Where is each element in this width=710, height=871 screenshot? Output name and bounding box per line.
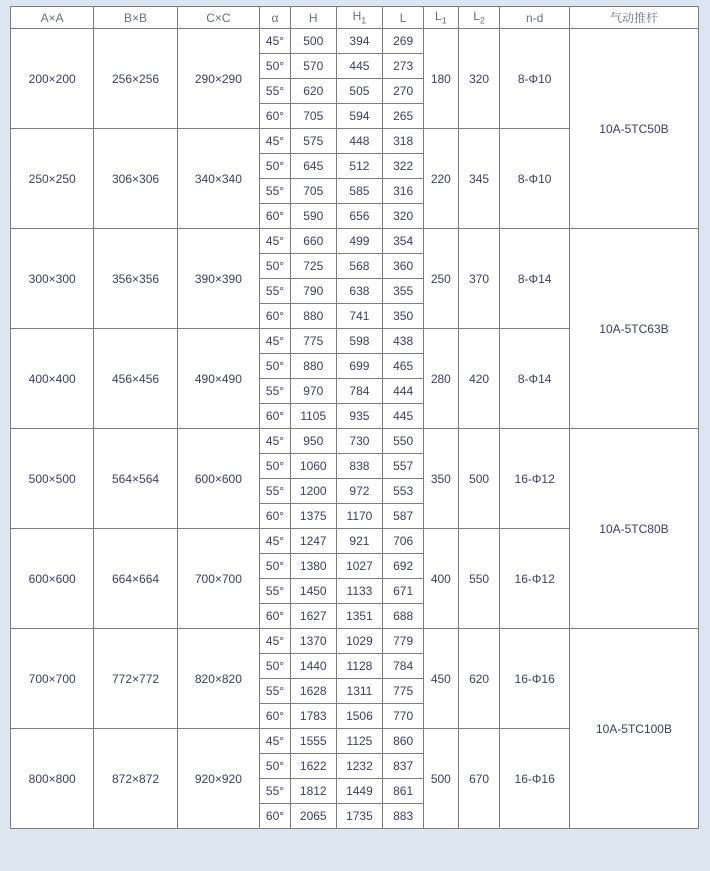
- col-header-h: [290, 7, 336, 29]
- col-header-h1: [336, 7, 383, 29]
- angle-cell: 45°: [260, 129, 291, 154]
- angle-cell: 50°: [260, 254, 291, 279]
- h-cell: 880: [290, 354, 336, 379]
- h1-cell: 598: [336, 329, 383, 354]
- h-cell: 1555: [290, 729, 336, 754]
- l-cell: 671: [383, 579, 424, 604]
- nd-cell: 16-Φ16: [500, 629, 570, 729]
- header-label: 气动推杆: [609, 11, 658, 25]
- angle-cell: 60°: [260, 104, 291, 129]
- nd-cell: 8-Φ14: [500, 229, 570, 329]
- l2-cell: 550: [458, 529, 500, 629]
- angle-cell: 45°: [260, 729, 291, 754]
- h-cell: 1380: [290, 554, 336, 579]
- h1-cell: 935: [336, 404, 383, 429]
- l1-cell: 500: [423, 729, 458, 829]
- size-a-cell: 700×700: [11, 629, 94, 729]
- l-cell: 270: [383, 79, 424, 104]
- h1-cell: 505: [336, 79, 383, 104]
- header-row: [11, 7, 699, 29]
- l-cell: 318: [383, 129, 424, 154]
- angle-cell: 50°: [260, 54, 291, 79]
- angle-cell: 45°: [260, 429, 291, 454]
- angle-cell: 60°: [260, 804, 291, 829]
- l-cell: 322: [383, 154, 424, 179]
- header-subscript: 1: [441, 15, 447, 26]
- angle-cell: 60°: [260, 204, 291, 229]
- angle-cell: 55°: [260, 79, 291, 104]
- l1-cell: 400: [423, 529, 458, 629]
- h-cell: 1060: [290, 454, 336, 479]
- angle-cell: 50°: [260, 554, 291, 579]
- size-a-cell: 250×250: [11, 129, 94, 229]
- header-label: H: [308, 10, 318, 25]
- angle-cell: 50°: [260, 354, 291, 379]
- l-cell: 354: [383, 229, 424, 254]
- size-c-cell: 340×340: [177, 129, 259, 229]
- h1-cell: 1133: [336, 579, 383, 604]
- size-c-cell: 390×390: [177, 229, 259, 329]
- nd-cell: 8-Φ10: [500, 29, 570, 129]
- actuator-cell: 10A-5TC50B: [569, 29, 698, 229]
- l-cell: 706: [383, 529, 424, 554]
- header-label: H: [352, 9, 362, 24]
- header-label: A×A: [40, 10, 64, 25]
- actuator-cell: 10A-5TC100B: [569, 629, 698, 829]
- angle-cell: 55°: [260, 279, 291, 304]
- nd-cell: 8-Φ10: [500, 129, 570, 229]
- h-cell: 645: [290, 154, 336, 179]
- l-cell: 265: [383, 104, 424, 129]
- col-header-alpha: [260, 7, 291, 29]
- h1-cell: 594: [336, 104, 383, 129]
- angle-cell: 45°: [260, 329, 291, 354]
- l-cell: 273: [383, 54, 424, 79]
- angle-cell: 50°: [260, 654, 291, 679]
- l-cell: 269: [383, 29, 424, 54]
- l-cell: 550: [383, 429, 424, 454]
- angle-cell: 45°: [260, 29, 291, 54]
- l1-cell: 450: [423, 629, 458, 729]
- l-cell: 784: [383, 654, 424, 679]
- angle-cell: 50°: [260, 154, 291, 179]
- h1-cell: 499: [336, 229, 383, 254]
- l-cell: 316: [383, 179, 424, 204]
- l-cell: 692: [383, 554, 424, 579]
- h1-cell: 1232: [336, 754, 383, 779]
- l2-cell: 370: [458, 229, 500, 329]
- h-cell: 1105: [290, 404, 336, 429]
- size-b-cell: 564×564: [94, 429, 177, 529]
- size-a-cell: 300×300: [11, 229, 94, 329]
- header-subscript: 1: [361, 15, 367, 26]
- h-cell: 620: [290, 79, 336, 104]
- h1-cell: 1735: [336, 804, 383, 829]
- angle-cell: 55°: [260, 579, 291, 604]
- h1-cell: 1351: [336, 604, 383, 629]
- l-cell: 770: [383, 704, 424, 729]
- size-c-cell: 920×920: [177, 729, 259, 829]
- table-row: [11, 429, 699, 454]
- l-cell: 860: [383, 729, 424, 754]
- size-a-cell: 500×500: [11, 429, 94, 529]
- angle-cell: 45°: [260, 629, 291, 654]
- l2-cell: 320: [458, 29, 500, 129]
- header-label: C×C: [206, 10, 231, 25]
- col-header-actuator: [569, 7, 698, 29]
- h1-cell: 512: [336, 154, 383, 179]
- h1-cell: 445: [336, 54, 383, 79]
- l-cell: 779: [383, 629, 424, 654]
- angle-cell: 55°: [260, 379, 291, 404]
- h1-cell: 585: [336, 179, 383, 204]
- h1-cell: 972: [336, 479, 383, 504]
- angle-cell: 60°: [260, 304, 291, 329]
- l1-cell: 350: [423, 429, 458, 529]
- h1-cell: 1029: [336, 629, 383, 654]
- h-cell: 590: [290, 204, 336, 229]
- h1-cell: 568: [336, 254, 383, 279]
- l-cell: 837: [383, 754, 424, 779]
- h-cell: 880: [290, 304, 336, 329]
- l-cell: 320: [383, 204, 424, 229]
- size-b-cell: 664×664: [94, 529, 177, 629]
- table-row: [11, 29, 699, 54]
- angle-cell: 50°: [260, 754, 291, 779]
- header-label: L: [473, 9, 480, 24]
- table-row: [11, 229, 699, 254]
- h1-cell: 699: [336, 354, 383, 379]
- h-cell: 660: [290, 229, 336, 254]
- angle-cell: 55°: [260, 679, 291, 704]
- nd-cell: 16-Φ12: [500, 529, 570, 629]
- header-label: n-d: [525, 10, 544, 25]
- h-cell: 1200: [290, 479, 336, 504]
- size-a-cell: 600×600: [11, 529, 94, 629]
- col-header-l: [383, 7, 424, 29]
- size-a-cell: 400×400: [11, 329, 94, 429]
- h-cell: 1440: [290, 654, 336, 679]
- h-cell: 790: [290, 279, 336, 304]
- header-label: L: [399, 10, 407, 25]
- col-header-a: [11, 7, 94, 29]
- header-label: B×B: [124, 10, 148, 25]
- h1-cell: 448: [336, 129, 383, 154]
- dimensions-table: [10, 6, 699, 829]
- header-label: α: [271, 10, 279, 25]
- h-cell: 1370: [290, 629, 336, 654]
- col-header-b: [94, 7, 177, 29]
- angle-cell: 55°: [260, 779, 291, 804]
- l2-cell: 670: [458, 729, 500, 829]
- size-c-cell: 490×490: [177, 329, 259, 429]
- h1-cell: 394: [336, 29, 383, 54]
- h1-cell: 1449: [336, 779, 383, 804]
- size-a-cell: 200×200: [11, 29, 94, 129]
- angle-cell: 45°: [260, 229, 291, 254]
- l1-cell: 280: [423, 329, 458, 429]
- l2-cell: 500: [458, 429, 500, 529]
- h-cell: 575: [290, 129, 336, 154]
- h-cell: 725: [290, 254, 336, 279]
- size-c-cell: 820×820: [177, 629, 259, 729]
- h-cell: 1247: [290, 529, 336, 554]
- h1-cell: 784: [336, 379, 383, 404]
- col-header-c: [177, 7, 259, 29]
- l1-cell: 220: [423, 129, 458, 229]
- angle-cell: 50°: [260, 454, 291, 479]
- l1-cell: 180: [423, 29, 458, 129]
- nd-cell: 8-Φ14: [500, 329, 570, 429]
- h-cell: 970: [290, 379, 336, 404]
- l-cell: 438: [383, 329, 424, 354]
- size-b-cell: 872×872: [94, 729, 177, 829]
- h-cell: 1783: [290, 704, 336, 729]
- h1-cell: 1311: [336, 679, 383, 704]
- h-cell: 570: [290, 54, 336, 79]
- l-cell: 350: [383, 304, 424, 329]
- l1-cell: 250: [423, 229, 458, 329]
- h1-cell: 1125: [336, 729, 383, 754]
- angle-cell: 60°: [260, 704, 291, 729]
- h-cell: 1450: [290, 579, 336, 604]
- h1-cell: 1027: [336, 554, 383, 579]
- h-cell: 950: [290, 429, 336, 454]
- nd-cell: 16-Φ12: [500, 429, 570, 529]
- h1-cell: 730: [336, 429, 383, 454]
- l2-cell: 420: [458, 329, 500, 429]
- size-b-cell: 356×356: [94, 229, 177, 329]
- actuator-cell: 10A-5TC63B: [569, 229, 698, 429]
- h-cell: 1628: [290, 679, 336, 704]
- table-row: [11, 629, 699, 654]
- l-cell: 355: [383, 279, 424, 304]
- l-cell: 861: [383, 779, 424, 804]
- l-cell: 557: [383, 454, 424, 479]
- size-c-cell: 600×600: [177, 429, 259, 529]
- h-cell: 1627: [290, 604, 336, 629]
- l-cell: 465: [383, 354, 424, 379]
- h-cell: 705: [290, 179, 336, 204]
- h1-cell: 656: [336, 204, 383, 229]
- h-cell: 775: [290, 329, 336, 354]
- h-cell: 500: [290, 29, 336, 54]
- h-cell: 1812: [290, 779, 336, 804]
- header-subscript: 2: [479, 15, 485, 26]
- h-cell: 2065: [290, 804, 336, 829]
- col-header-nd: [500, 7, 570, 29]
- l-cell: 445: [383, 404, 424, 429]
- size-b-cell: 306×306: [94, 129, 177, 229]
- col-header-l1: [423, 7, 458, 29]
- col-header-l2: [458, 7, 500, 29]
- header-label: L: [435, 9, 442, 24]
- size-b-cell: 772×772: [94, 629, 177, 729]
- l-cell: 553: [383, 479, 424, 504]
- angle-cell: 55°: [260, 479, 291, 504]
- h1-cell: 838: [336, 454, 383, 479]
- actuator-cell: 10A-5TC80B: [569, 429, 698, 629]
- size-b-cell: 256×256: [94, 29, 177, 129]
- size-c-cell: 700×700: [177, 529, 259, 629]
- l-cell: 444: [383, 379, 424, 404]
- h1-cell: 638: [336, 279, 383, 304]
- angle-cell: 60°: [260, 504, 291, 529]
- angle-cell: 60°: [260, 604, 291, 629]
- h-cell: 1375: [290, 504, 336, 529]
- nd-cell: 16-Φ16: [500, 729, 570, 829]
- angle-cell: 55°: [260, 179, 291, 204]
- l2-cell: 620: [458, 629, 500, 729]
- size-c-cell: 290×290: [177, 29, 259, 129]
- size-b-cell: 456×456: [94, 329, 177, 429]
- h-cell: 1622: [290, 754, 336, 779]
- h1-cell: 741: [336, 304, 383, 329]
- l-cell: 587: [383, 504, 424, 529]
- l2-cell: 345: [458, 129, 500, 229]
- h1-cell: 1506: [336, 704, 383, 729]
- size-a-cell: 800×800: [11, 729, 94, 829]
- l-cell: 360: [383, 254, 424, 279]
- l-cell: 688: [383, 604, 424, 629]
- l-cell: 775: [383, 679, 424, 704]
- angle-cell: 60°: [260, 404, 291, 429]
- angle-cell: 45°: [260, 529, 291, 554]
- l-cell: 883: [383, 804, 424, 829]
- h1-cell: 921: [336, 529, 383, 554]
- h-cell: 705: [290, 104, 336, 129]
- h1-cell: 1170: [336, 504, 383, 529]
- h1-cell: 1128: [336, 654, 383, 679]
